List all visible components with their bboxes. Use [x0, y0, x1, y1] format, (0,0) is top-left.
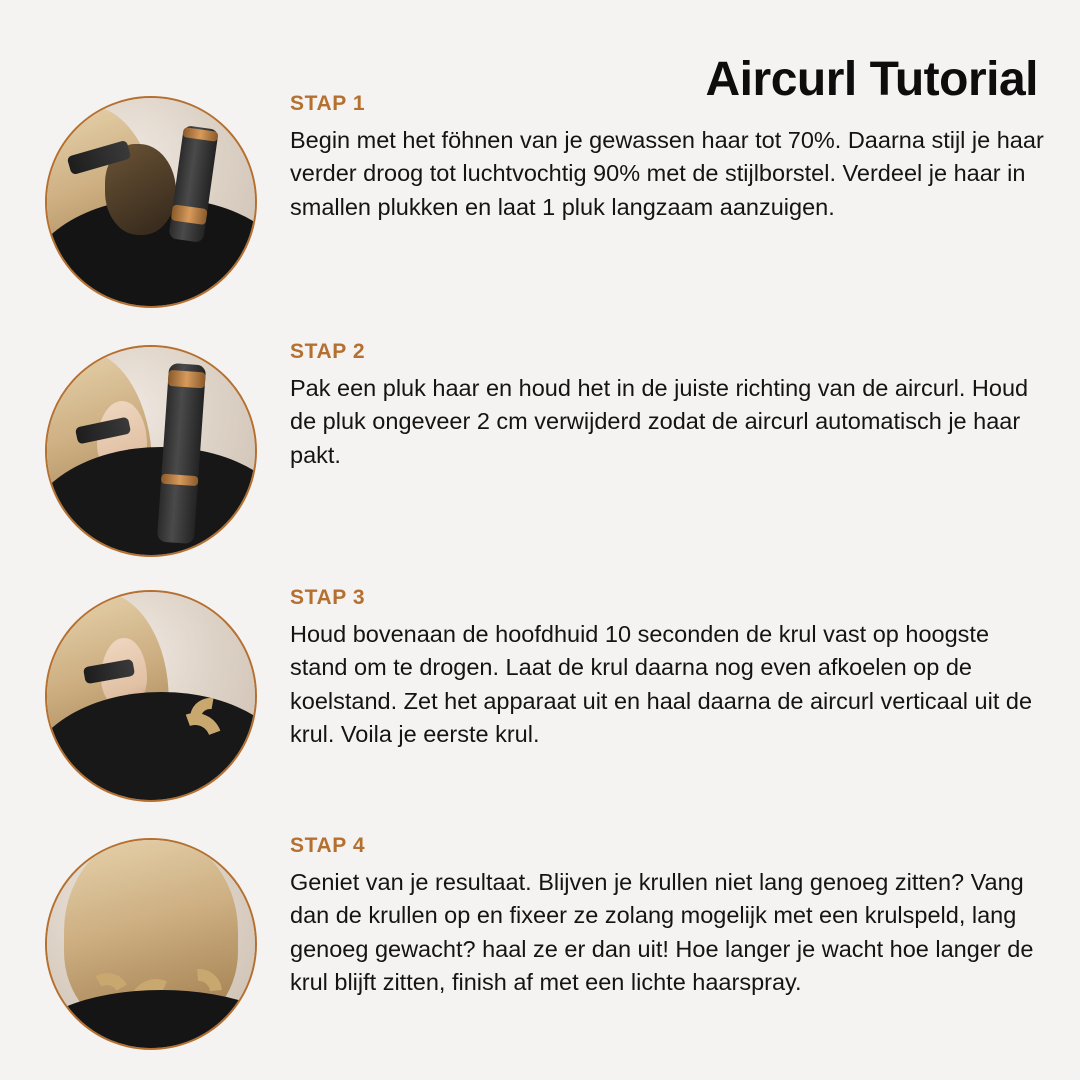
step-text-1: [290, 92, 1046, 224]
photo-step-2: [47, 347, 255, 555]
step-text-2: [290, 340, 1046, 472]
photo-step-4: [47, 840, 255, 1048]
step-photo-circle: [45, 838, 257, 1050]
step-photo-circle: [45, 590, 257, 802]
step-text-4: [290, 834, 1046, 999]
step-body-2: Pak een pluk haar en houd het in de juiste richting van de aircurl. Houd de pluk ongeveer 2 cm verwijderd zodat de aircurl automatisch je haar pakt.: [290, 375, 1029, 468]
step-body-4: Geniet van je resultaat. Blijven je krullen niet lang genoeg zitten? Vang dan de krullen op en fixeer ze zolang mogelijk met een krulspeld, lang genoeg gewacht? haal ze er dan uit! Hoe langer je wacht hoe langer de krul blijft zitten, finish af met een lichte haarspray.: [290, 869, 1034, 996]
step-label-1: STAP 1: [290, 92, 366, 115]
step-photo-circle: [45, 345, 257, 557]
step-label-4: STAP 4: [290, 834, 366, 857]
step-body-1: Begin met het föhnen van je gewassen haar tot 70%. Daarna stijl je haar verder droog tot luchtvochtig 90% met de stijlborstel. Verdeel je haar in smallen plukken en laat 1 pluk langzaam aanzuigen.: [290, 127, 1044, 220]
step-image-1: [45, 96, 257, 308]
step-text-3: [290, 586, 1046, 751]
photo-step-3: [47, 592, 255, 800]
step-body-3: Houd bovenaan de hoofdhuid 10 seconden de krul vast op hoogste stand om te drogen. Laat de krul daarna nog even afkoelen op de koelstand. Zet het apparaat uit en haal daarna de aircurl verticaal uit de krul. Voila je eerste krul.: [290, 621, 1033, 748]
step-label-3: STAP 3: [290, 586, 366, 609]
step-label-2: STAP 2: [290, 340, 366, 363]
page-title: Aircurl Tutorial: [705, 53, 1038, 107]
step-image-3: [45, 590, 257, 802]
step-image-2: [45, 345, 257, 557]
photo-step-1: [47, 98, 255, 306]
step-photo-circle: [45, 96, 257, 308]
step-image-4: [45, 838, 257, 1050]
